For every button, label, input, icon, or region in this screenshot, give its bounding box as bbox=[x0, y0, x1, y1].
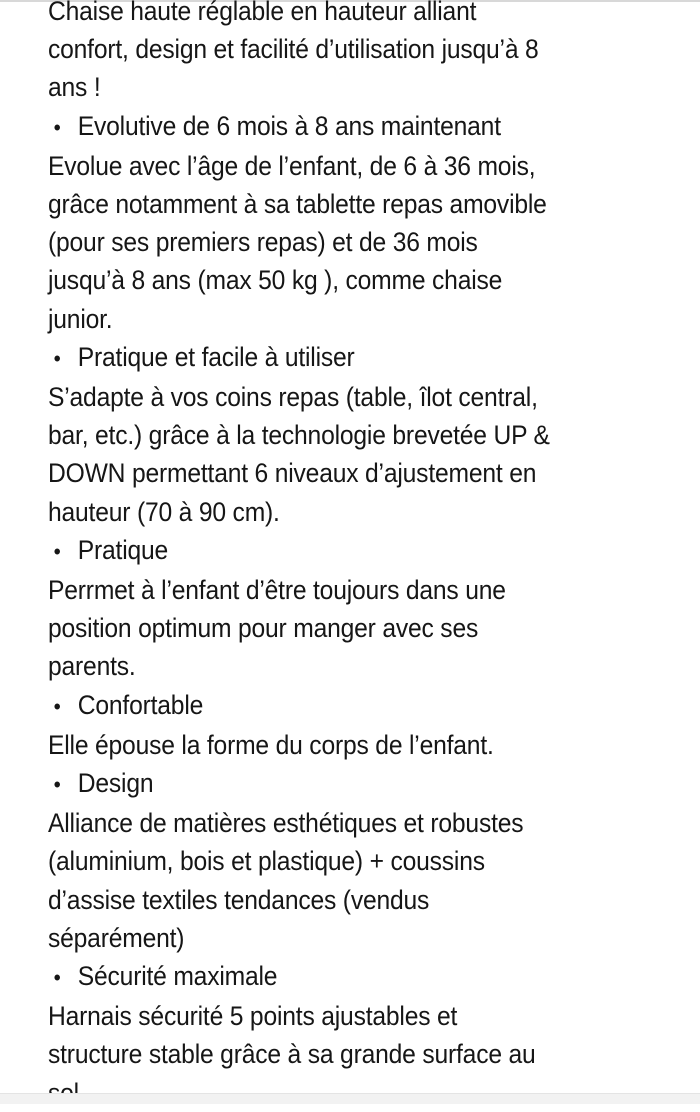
text-line bbox=[48, 378, 625, 416]
bullet-icon: • bbox=[53, 965, 61, 991]
line-text: hauteur (70 à 90 cm). bbox=[48, 496, 280, 527]
bullet-icon: • bbox=[53, 772, 61, 798]
text-line bbox=[48, 223, 625, 261]
text-line bbox=[48, 185, 625, 223]
line-text: (pour ses premiers repas) et de 36 mois bbox=[48, 227, 478, 258]
bullet-heading bbox=[48, 338, 625, 378]
line-text: Evolutive de 6 mois à 8 ans maintenant bbox=[77, 110, 501, 141]
bullet-heading bbox=[48, 531, 625, 571]
line-text: DOWN permettant 6 niveaux d’ajustement en bbox=[48, 458, 537, 489]
text-line bbox=[48, 300, 625, 338]
line-text: ans ! bbox=[48, 72, 101, 103]
line-text: Pratique bbox=[77, 534, 169, 565]
text-line bbox=[48, 919, 625, 957]
line-text: Pratique et facile à utiliser bbox=[77, 341, 355, 372]
bullet-icon: • bbox=[53, 693, 61, 719]
line-text: (aluminium, bois et plastique) + coussins bbox=[48, 846, 485, 877]
text-line bbox=[48, 571, 625, 609]
line-text: Design bbox=[77, 768, 154, 799]
line-text: Elle épouse la forme du corps de l’enfant. bbox=[48, 729, 494, 760]
text-line bbox=[48, 30, 625, 68]
line-text: jusqu’à 8 ans (max 50 kg ), comme chaise bbox=[48, 265, 503, 296]
text-line bbox=[48, 493, 625, 531]
product-description bbox=[48, 0, 625, 1112]
bullet-icon: • bbox=[53, 538, 61, 564]
text-line bbox=[48, 997, 625, 1035]
line-text: confort, design et facilité d’utilisation jusqu’à 8 bbox=[48, 34, 539, 65]
text-line bbox=[48, 647, 625, 685]
line-text: d’assise textiles tendances (vendus bbox=[48, 884, 430, 915]
bullet-heading bbox=[48, 957, 625, 997]
line-text: Alliance de matières esthétiques et robustes bbox=[48, 808, 524, 839]
line-text: position optimum pour manger avec ses bbox=[48, 613, 479, 644]
bullet-heading bbox=[48, 107, 625, 147]
text-line bbox=[48, 0, 625, 30]
line-text: structure stable grâce à sa grande surface au bbox=[48, 1039, 536, 1070]
text-line bbox=[48, 1035, 625, 1073]
line-text: Evolue avec l’âge de l’enfant, de 6 à 36 mois, bbox=[48, 150, 536, 181]
line-text: Perrmet à l’enfant d’être toujours dans une bbox=[48, 575, 506, 606]
bullet-heading bbox=[48, 686, 625, 726]
line-text: parents. bbox=[48, 651, 136, 682]
line-text: Chaise haute réglable en hauteur alliant bbox=[48, 0, 477, 26]
text-line bbox=[48, 147, 625, 185]
line-text: Harnais sécurité 5 points ajustables et bbox=[48, 1001, 458, 1032]
bullet-icon: • bbox=[53, 114, 61, 140]
line-text: séparément) bbox=[48, 922, 185, 953]
line-text: Sécurité maximale bbox=[77, 961, 278, 992]
text-line bbox=[48, 726, 625, 764]
line-text: S’adapte à vos coins repas (table, îlot central, bbox=[48, 382, 538, 413]
text-line bbox=[48, 881, 625, 919]
bullet-icon: • bbox=[53, 345, 61, 371]
text-line bbox=[48, 454, 625, 492]
text-line bbox=[48, 416, 625, 454]
bottom-bar bbox=[0, 1093, 700, 1104]
text-line bbox=[48, 842, 625, 880]
text-line bbox=[48, 804, 625, 842]
line-text: Confortable bbox=[77, 689, 204, 720]
line-text: grâce notamment à sa tablette repas amovible bbox=[48, 189, 547, 220]
line-text: bar, etc.) grâce à la technologie brevetée UP & bbox=[48, 420, 550, 451]
bullet-heading bbox=[48, 764, 625, 804]
text-line bbox=[48, 609, 625, 647]
line-text: junior. bbox=[48, 303, 113, 334]
text-line bbox=[48, 68, 625, 106]
text-line bbox=[48, 261, 625, 299]
